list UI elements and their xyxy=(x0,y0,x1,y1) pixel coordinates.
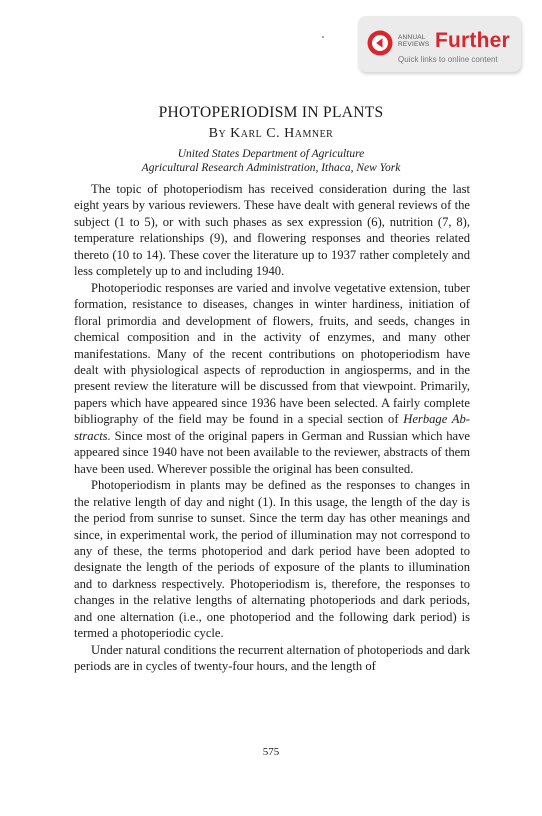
further-subtitle: Quick links to online content xyxy=(398,55,498,64)
stray-mark xyxy=(322,36,324,38)
further-badge[interactable] xyxy=(358,16,521,72)
affiliation-line-1: United States Department of Agriculture xyxy=(177,148,365,160)
further-label: Further xyxy=(435,29,510,52)
paragraph-3: Photoperiodism in plants may be defined as the responses to changes in the relative length of day and night (1). In this usage, the length of the day is the period from sunrise to sunset. Since the term day has other meanings and since, in experimental work, the period of illumination may not correspond to any of these, the terms photoperiod and dark period have been adopted to designate the length of the periods of exposure of the plants to illumination and to darkness respectively. Photoperiodism is, therefore, the responses to changes in the relative lengths of alternating photoperiods and dark periods, and one alternation (i.e., one photoperiod and the following dark period) is termed a photoperiodic cycle. xyxy=(74,478,470,641)
article-title: PHOTOPERIODISM IN PLANTS xyxy=(158,104,384,121)
annual-label: ANNUAL xyxy=(398,34,426,41)
page-number: 575 xyxy=(262,746,280,758)
journal-title-herbage-abstracts: Herbage Abstracts. xyxy=(74,412,470,443)
paragraph-2-text-b: Since most of the original papers in German and Russian which have appeared since 1940 have not been available to the reviewer, abstracts of them have been used. Wherever possible the original has been consulted. xyxy=(74,428,470,476)
paragraph-2 xyxy=(74,280,470,477)
annual-reviews-wordmark xyxy=(398,34,429,48)
paragraph-4: Under natural conditions the recurrent alternation of photoperiods and dark periods are in cycles of twenty-four hours, and the length of xyxy=(74,642,470,674)
reviews-label: REVIEWS xyxy=(398,41,430,48)
paragraph-2-text-a: Photoperiodic responses are varied and involve vegetative extension, tuber formation, resistance to diseases, changes in winter hardiness, initiation of floral primordia and development of flowers, fruits, and seeds, changes in chemical composition and in the activity of enzymes, and many other manifestations. Many of the recent contributions on photoperiodism have dealt with physiological aspects of reproduction in angiosperms, and in the present review the literature will be discussed from that viewpoint. Primarily, papers which have appeared since 1936 have been selected. A fairly complete bibliography of the field may be found in a special section of xyxy=(74,280,470,427)
affiliation-line-2: Agricultural Research Administration, Ithaca, New York xyxy=(141,162,401,174)
paragraph-1: The topic of photoperiodism has received consideration during the last eight years by various reviewers. These have dealt with general reviews of the subject (1 to 5), or with such phases as sex expression (6), nutrition (7, 8), temperature relationships (9), and flowering responses and theories related thereto (10 to 14). These cover the literature up to 1937 rather completely and less completely up to and including 1940. xyxy=(74,182,470,279)
annual-reviews-logo-icon xyxy=(367,30,393,56)
article-body xyxy=(74,181,470,675)
article-byline: By Karl C. Hamner xyxy=(208,126,334,141)
